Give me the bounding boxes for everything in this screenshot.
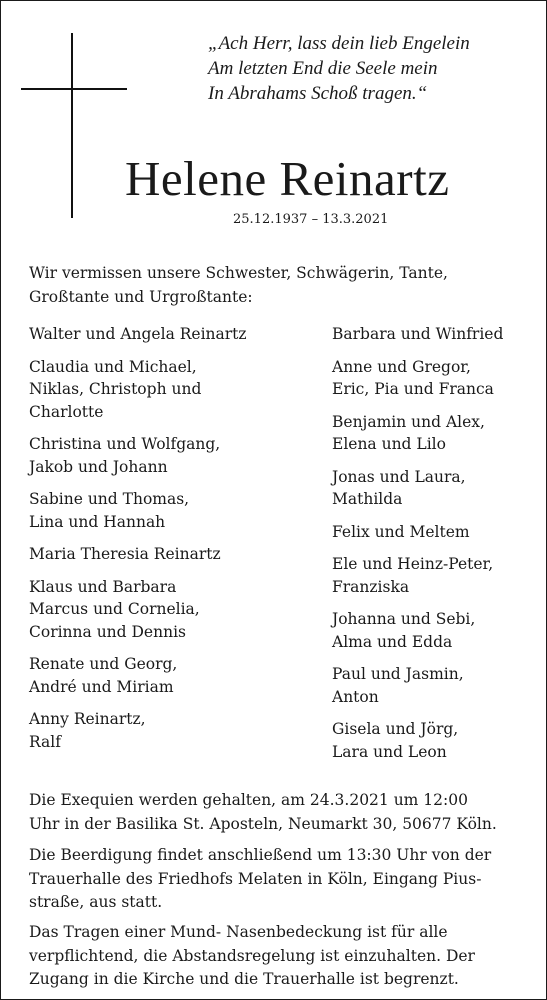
cross-icon (71, 33, 73, 218)
burial-line: Die Beerdigung findet anschließend um 13:30 Uhr von der (29, 846, 492, 864)
mourner-entry (29, 543, 309, 566)
covid-note-line: verpflichtend, die Abstandsregelung ist einzuhalten. Der (29, 946, 475, 965)
mourner-entry (332, 411, 532, 456)
intro-text (29, 261, 529, 309)
burial-text (29, 844, 529, 915)
mourners-left-column (29, 323, 309, 763)
quote-line: „Ach Herr, lass dein lieb Engelein (208, 33, 470, 54)
mourner-name-line: Elena und Lilo (332, 435, 446, 453)
mourner-entry (29, 708, 309, 753)
mourner-name-line: Eric, Pia und Franca (332, 380, 494, 398)
mourner-entry (332, 356, 532, 401)
mourner-name-line: Christina und Wolfgang, (29, 435, 221, 453)
mourner-name-line: Jakob und Johann (29, 457, 168, 476)
mourner-name-line: Charlotte (29, 402, 104, 421)
mourner-entry (332, 323, 532, 346)
mourner-name-line: Paul und Jasmin, (332, 665, 464, 683)
mourner-entry (332, 608, 532, 653)
mourner-name-line: Lina und Hannah (29, 512, 166, 531)
mourner-name-line: André und Miriam (29, 677, 174, 696)
mourner-entry (332, 718, 532, 763)
mourner-name-line: Benjamin und Alex, (332, 412, 485, 431)
mourner-name-line: Ralf (29, 732, 61, 751)
mourner-entry (332, 553, 532, 598)
mourner-name-line: Johanna und Sebi, (332, 610, 476, 628)
intro-line: Wir vermissen unsere Schwester, Schwägerin, Tante, (29, 264, 448, 282)
cross-icon-bar (21, 88, 127, 90)
mourner-name-line: Marcus und Cornelia, (29, 600, 200, 618)
bible-quote (208, 31, 470, 106)
mourner-name-line: Alma und Edda (332, 632, 453, 651)
mourner-name-line: Anny Reinartz, (29, 710, 146, 728)
burial-line: Trauerhalle des Friedhofs Melaten in Köln, Eingang Pius- (29, 869, 482, 888)
mourner-name-line: Claudia und Michael, (29, 357, 197, 376)
mourner-name-line: Corinna und Dennis (29, 622, 186, 641)
mourner-name-line: Renate und Georg, (29, 655, 178, 673)
mourner-entry (332, 521, 532, 544)
mourner-entry (29, 433, 309, 478)
burial-line: straße, aus statt. (29, 893, 163, 911)
covid-note-text (29, 921, 529, 992)
mourner-name-line: Gisela und Jörg, (332, 720, 459, 738)
covid-note-line: Das Tragen einer Mund- Nasenbedeckung ist für alle (29, 923, 448, 941)
mourner-name-line: Franziska (332, 577, 410, 596)
mourner-name-line: Lara und Leon (332, 742, 447, 761)
mourner-entry (29, 356, 309, 424)
mourner-name-line: Anne und Gregor, (332, 357, 471, 376)
mourner-entry (332, 466, 532, 511)
mourner-name-line: Maria Theresia Reinartz (29, 545, 221, 563)
mourner-entry (29, 653, 309, 698)
exequies-line: Uhr in der Basilika St. Aposteln, Neumarkt 30, 50677 Köln. (29, 814, 497, 833)
life-dates: 25.12.1937 – 13.3.2021 (233, 212, 389, 227)
mourner-entry (29, 488, 309, 533)
exequies-line: Die Exequien werden gehalten, am 24.3.2021 um 12:00 (29, 791, 468, 809)
quote-line: Am letzten End die Seele mein (208, 58, 438, 79)
mourner-name-line: Ele und Heinz-Peter, (332, 555, 494, 573)
intro-line: Großtante und Urgroßtante: (29, 288, 253, 306)
quote-line: In Abrahams Schoß tragen.“ (208, 83, 428, 104)
mourner-name-line: Anton (332, 687, 379, 706)
deceased-name: Helene Reinartz (125, 151, 450, 206)
mourner-entry (29, 576, 309, 644)
mourner-name-line: Mathilda (332, 490, 403, 508)
mourner-name-line: Niklas, Christoph und (29, 380, 202, 398)
mourner-name-line: Felix und Meltem (332, 522, 470, 541)
covid-note-line: Zugang in die Kirche und die Trauerhalle ist begrenzt. (29, 970, 459, 988)
exequies-text (29, 789, 529, 836)
mourner-name-line: Jonas und Laura, (332, 467, 466, 486)
mourner-name-line: Walter und Angela Reinartz (29, 325, 247, 343)
mourners-right-column (332, 323, 532, 773)
mourner-name-line: Sabine und Thomas, (29, 490, 190, 508)
mourner-entry (332, 663, 532, 708)
mourner-name-line: Barbara und Winfried (332, 325, 504, 343)
mourner-entry (29, 323, 309, 346)
mourner-name-line: Klaus und Barbara (29, 577, 177, 596)
